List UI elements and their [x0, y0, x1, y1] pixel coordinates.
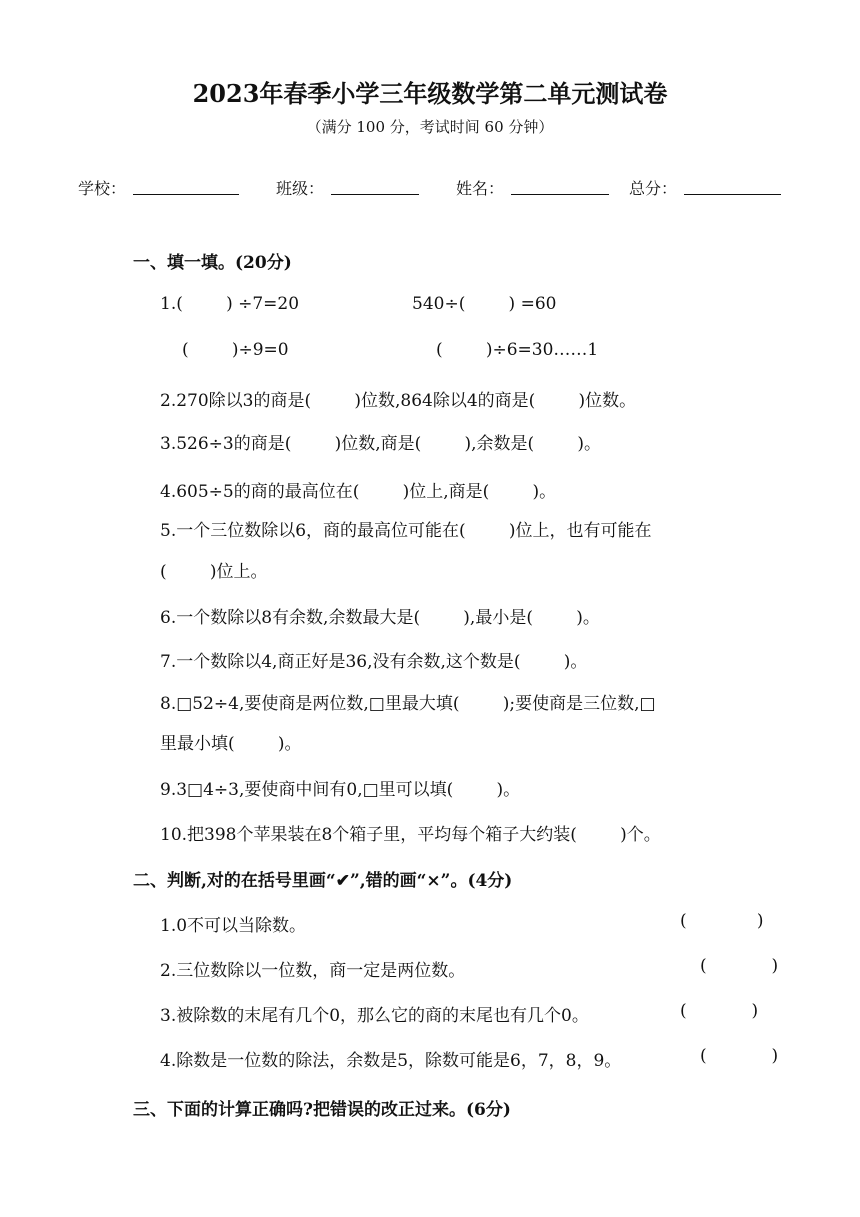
q1-line-c: ( )÷9=0: [182, 340, 289, 360]
q7: 7.一个数除以4,商正好是36,没有余数,这个数是( )。: [160, 652, 588, 672]
exam-title: 2023年春季小学三年级数学第二单元测试卷: [192, 79, 668, 108]
q2: 2.270除以3的商是( )位数,864除以4的商是( )位数。: [160, 391, 637, 411]
school-label: 学校：: [78, 179, 127, 198]
judge-item-4-text: 4.除数是一位数的除法，余数是5，除数可能是6，7，8，9。: [160, 1051, 622, 1071]
judge-item-3-paren[interactable]: ( ): [680, 1001, 759, 1021]
name-blank[interactable]: [511, 194, 609, 195]
judge-item-2-paren[interactable]: ( ): [700, 956, 779, 976]
judge-item-2-text: 2.三位数除以一位数，商一定是两位数。: [160, 961, 466, 981]
q1-line-b: 540÷( ) =60: [412, 294, 557, 314]
section3-heading: 三、下面的计算正确吗?把错误的改正过来。(6分): [133, 1100, 511, 1120]
total-label: 总分：: [629, 179, 678, 198]
q10: 10.把398个苹果装在8个箱子里，平均每个箱子大约装( )个。: [160, 825, 661, 845]
total-blank[interactable]: [684, 194, 781, 195]
q9: 9.3□4÷3,要使商中间有0,□里可以填( )。: [160, 780, 521, 800]
q6: 6.一个数除以8有余数,余数最大是( ),最小是( )。: [160, 608, 600, 628]
name-label: 姓名：: [456, 179, 505, 198]
judge-item-3-text: 3.被除数的末尾有几个0，那么它的商的末尾也有几个0。: [160, 1006, 589, 1026]
judge-item-1-paren[interactable]: ( ): [680, 911, 764, 931]
q3: 3.526÷3的商是( )位数,商是( ),余数是( )。: [160, 434, 602, 454]
class-label: 班级：: [276, 179, 325, 198]
section2-heading: 二、判断,对的在括号里画“✔”,错的画“×”。(4分): [133, 871, 513, 891]
exam-subtitle: （满分 100 分，考试时间 60 分钟）: [306, 118, 554, 136]
q5-line2: ( )位上。: [160, 562, 268, 582]
q1-line-d: ( )÷6=30……1: [436, 340, 599, 360]
judge-item-1-text: 1.0不可以当除数。: [160, 916, 307, 936]
class-blank[interactable]: [331, 194, 419, 195]
school-blank[interactable]: [133, 194, 239, 195]
q4: 4.605÷5的商的最高位在( )位上,商是( )。: [160, 482, 557, 502]
section1-heading: 一、填一填。(20分): [133, 253, 292, 273]
q8-line2: 里最小填( )。: [160, 734, 302, 754]
judge-item-4-paren[interactable]: ( ): [700, 1046, 779, 1066]
q8-line1: 8.□52÷4,要使商是两位数,□里最大填( );要使商是三位数,□: [160, 694, 656, 714]
q5-line1: 5.一个三位数除以6，商的最高位可能在( )位上，也有可能在: [160, 521, 652, 541]
q1-line-a: 1.( ) ÷7=20: [160, 294, 300, 314]
